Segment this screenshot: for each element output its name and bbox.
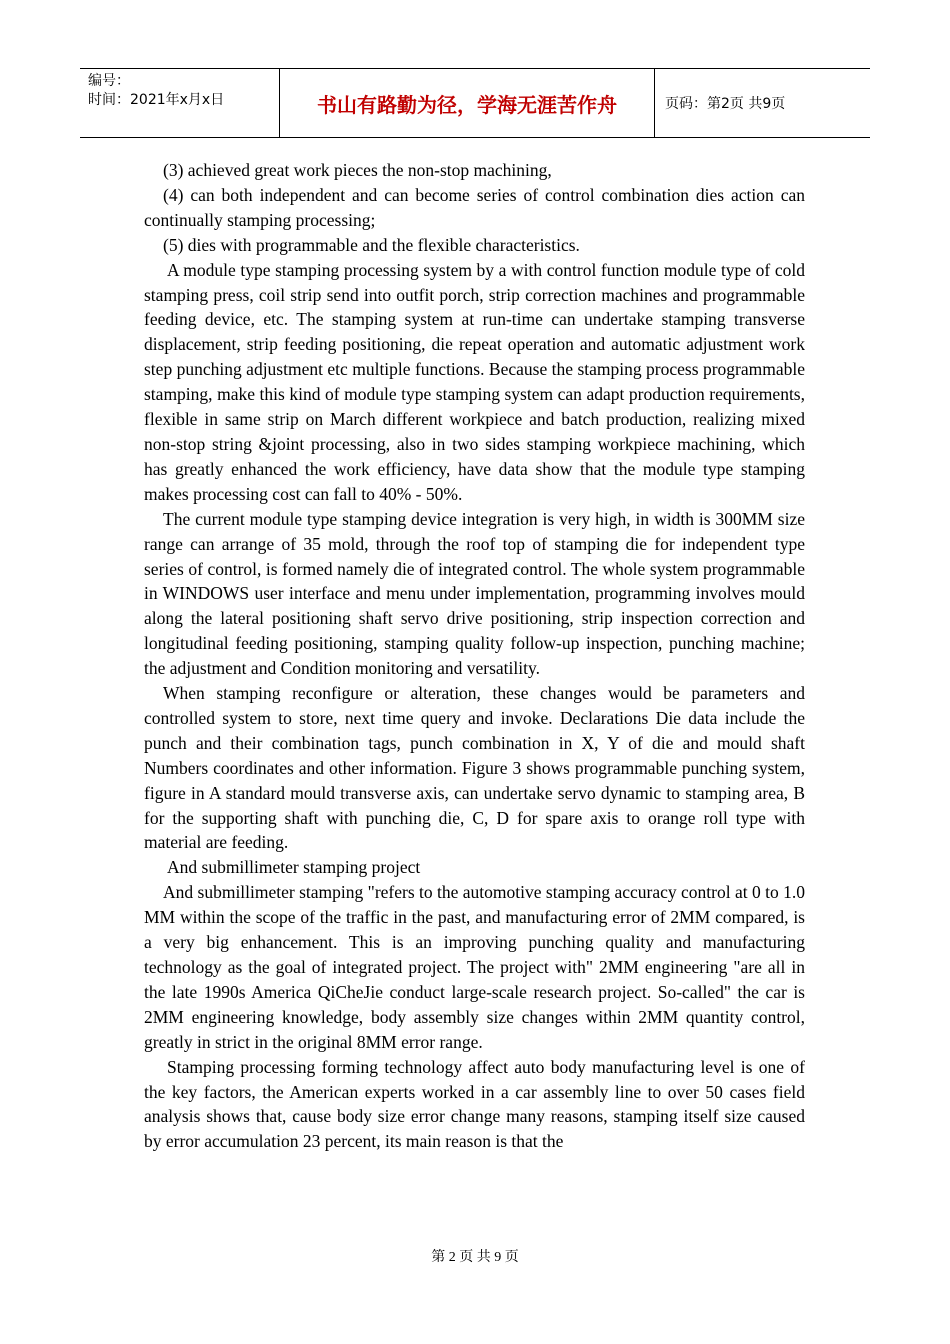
paragraph: The current module type stamping device integration is very high, in width is 300MM size range can arrange of 35 mold, through the roof top of stamping die for independent type series of control, is formed namely die of integrated control. The whole system programmable in WINDOWS user interface and menu under implementation, programming involves mould along the lateral positioning shaft servo drive positioning, strip inspection correction and longitudinal feeding positioning, stamping quality follow-up inspection, punching machine; the adjustment and Condition monitoring and versatility.: [144, 508, 805, 679]
paragraph: When stamping reconfigure or alteration, these changes would be parameters and controlled system to store, next time query and invoke. Declarations Die data include the punch and their combination tags, punch combination in X, Y of die and mould shaft Numbers coordinates and other information. Figure 3 shows programmable punching system, figure in A standard mould transverse axis, can undertake servo dynamic to stamping area, B for the supporting shaft with punching die, C, D for spare axis to orange roll type with material are feeding.: [144, 683, 805, 853]
document-body: [144, 158, 805, 1154]
page-header: [80, 68, 870, 138]
date-label: 时间：2021年x月x日: [88, 92, 225, 108]
serial-number-label: 编号：: [88, 73, 130, 89]
header-page-info: 页码：第2页 共9页: [665, 96, 786, 112]
header-meta: [80, 69, 280, 137]
paragraph: (5) dies with programmable and the flexible characteristics.: [163, 234, 580, 255]
paragraph: (4) can both independent and can become series of control combination dies action can continually stamping processing;: [144, 184, 805, 230]
paragraph: A module type stamping processing system by a with control function module type of cold stamping press, coil strip send into outfit porch, strip correction machines and programmable feeding device, etc. The stamping system at run-time can undertake stamping transverse displacement, strip feeding positioning, die repeat operation and automatic adjustment work step punching adjustment etc multiple functions. Because the stamping process programmable stamping, make this kind of module type stamping system can adapt production requirements, flexible in same strip on March different workpiece and batch production, realizing mixed non-stop string &joint processing, also in two sides stamping workpiece machining, which has greatly enhanced the work efficiency, have data show that the module type stamping makes processing cost can fall to 40% - 50%.: [144, 259, 805, 504]
paragraph: (3) achieved great work pieces the non-stop machining,: [163, 160, 552, 180]
section-heading: And submillimeter stamping project: [167, 857, 421, 878]
header-motto: 书山有路勤为径，学海无涯苦作舟: [280, 69, 655, 137]
paragraph: Stamping processing forming technology affect auto body manufacturing level is one of the key factors, the American experts worked in a car assembly line to over 50 cases field analysis shows that, cause body size error change many reasons, stamping itself size caused by error accumulation 23 percent, its main reason is that the: [144, 1056, 805, 1152]
page-footer: 第 2 页 共 9 页: [431, 1250, 519, 1265]
paragraph: And submillimeter stamping "refers to the automotive stamping accuracy control at 0 to 1.0 MM within the scope of the traffic in the past, and manufacturing error of 2MM compared, is a very big enhancement. This is an improving punching quality and manufacturing technology as the goal of integrated project. The project with" 2MM engineering "are all in the late 1990s America QiCheJie conduct large-scale research project. So-called" the car is 2MM engineering knowledge, body assembly size changes within 2MM quantity control, greatly in strict in the original 8MM error range.: [144, 882, 805, 1052]
